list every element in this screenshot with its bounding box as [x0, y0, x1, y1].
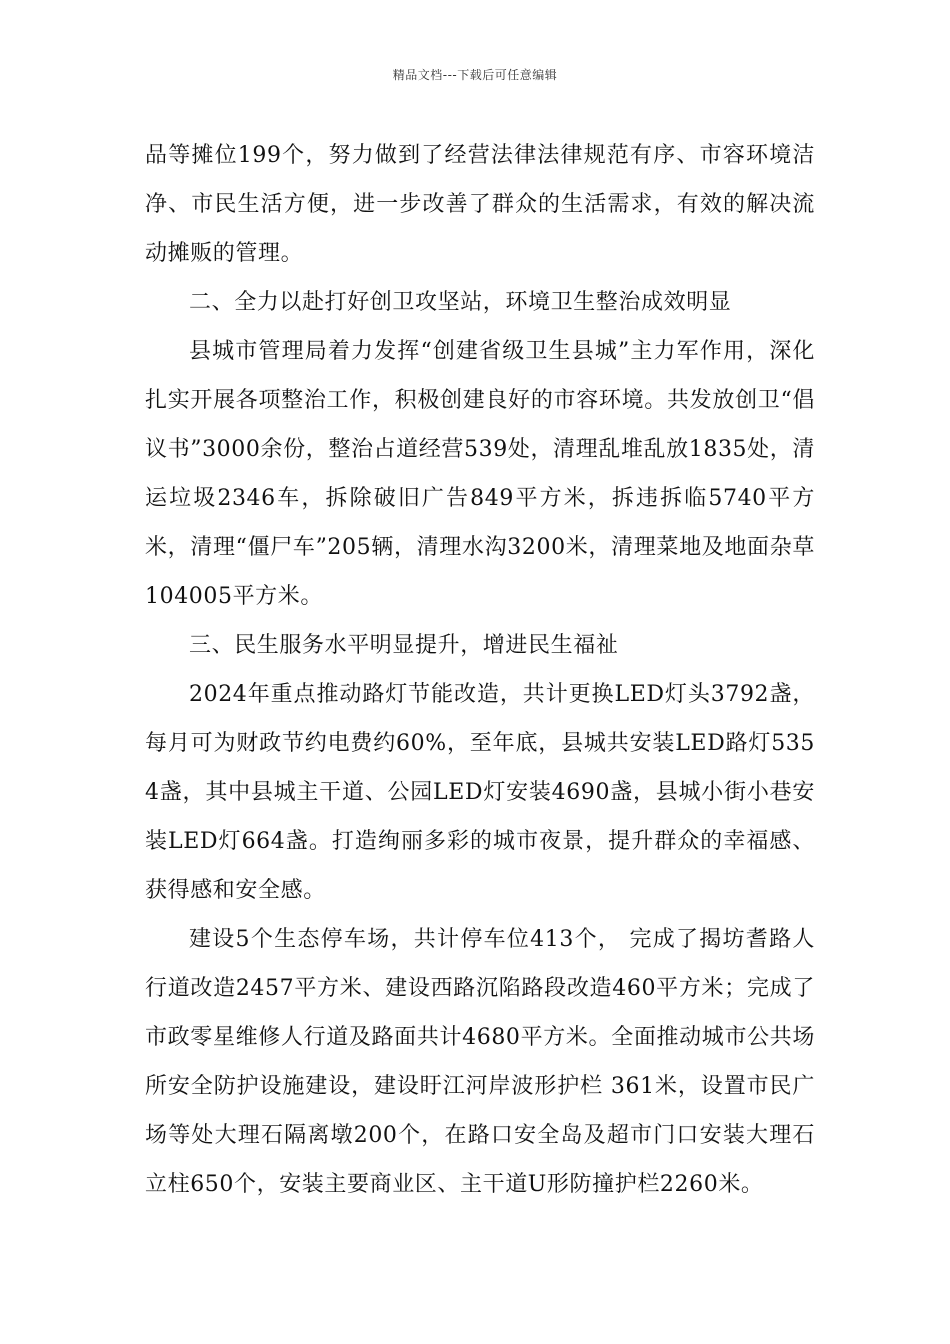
page-header: 精品文档---下载后可任意编辑: [392, 68, 558, 82]
paragraph-sanitation: 县城市管理局着力发挥“创建省级卫生县城”主力军作用，深化扎实开展各项整治工作，积极创建良好的市容环境。共发放创卫“倡议书”3000余份，整治占道经营539处，清理乱堆乱放1835处，清运垃圾2346车，拆除破旧广告849平方米，拆违拆临5740平方米，清理“僵尸车”205辆，清理水沟3200米，清理菜地及地面杂草104005平方米。: [145, 339, 815, 609]
section-heading-2: 二、全力以赴打好创卫攻坚站，环境卫生整治成效明显: [189, 290, 732, 315]
paragraph-continuation: 品等摊位199个，努力做到了经营法律法律规范有序、市容环境洁净、市民生活方便，进一步改善了群众的生活需求，有效的解决流动摊贩的管理。: [145, 143, 815, 266]
document-body: [145, 131, 815, 1209]
section-heading-3: 三、民生服务水平明显提升，增进民生福祉: [189, 633, 619, 658]
paragraph-street-lights: 2024年重点推动路灯节能改造，共计更换LED灯头3792盏，每月可为财政节约电费约60%，至年底，县城共安装LED路灯5354盏，其中县城主干道、公园LED灯安装4690盏，县城小街小巷安装LED灯664盏。打造绚丽多彩的城市夜景，提升群众的幸福感、获得感和安全感。: [145, 682, 815, 903]
paragraph-parking: 建设5个生态停车场，共计停车位413个， 完成了揭坊耆路人行道改造2457平方米、建设西路沉陷路段改造460平方米；完成了市政零星维修人行道及路面共计4680平方米。全面推动城市公共场所安全防护设施建设，建设盱江河岸波形护栏 361米，设置市民广场等处大理石隔离墩200个，在路口安全岛及超市门口安装大理石立柱650个，安装主要商业区、主干道U形防撞护栏2260米。: [145, 927, 815, 1197]
